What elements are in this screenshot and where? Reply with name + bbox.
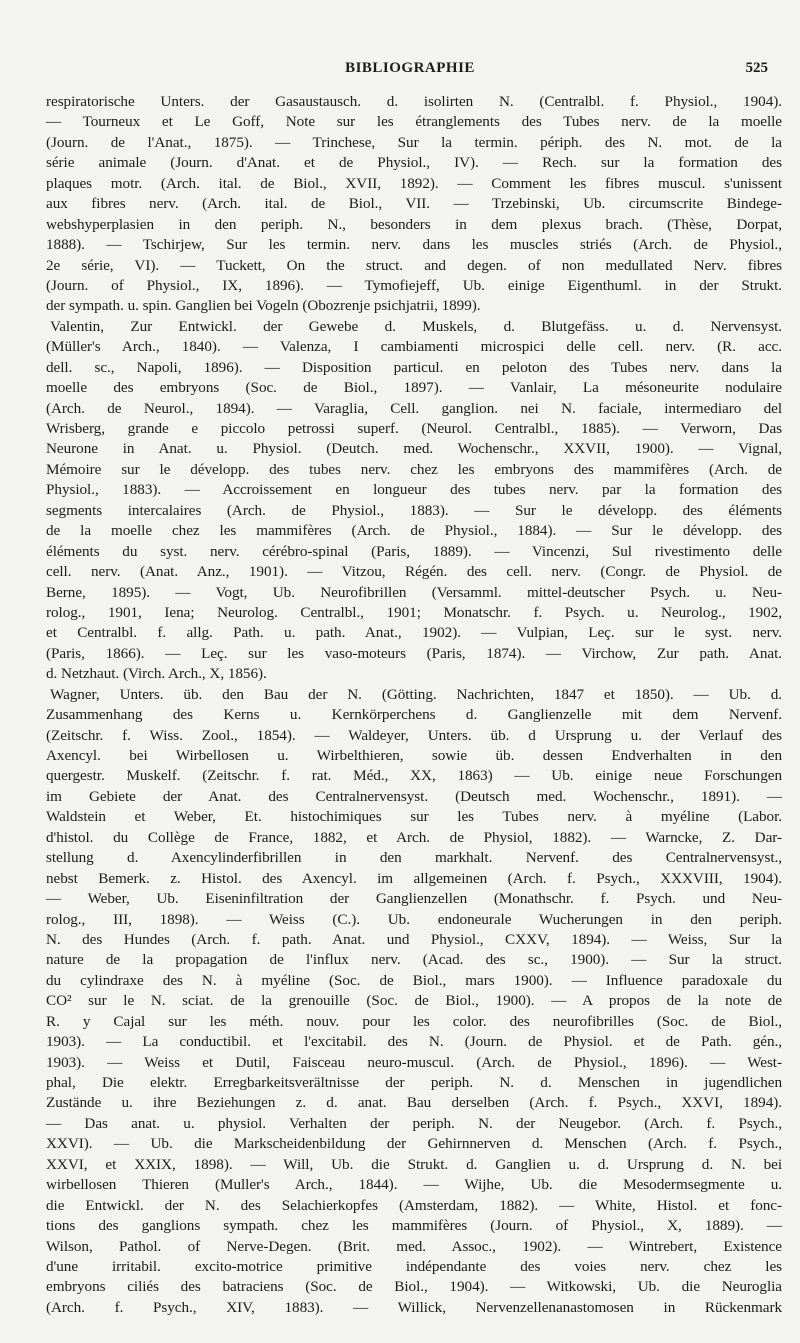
- text-line: tions des ganglions sympath. chez les mammifères (Journ. of Physiol., X, 1889). —: [46, 1217, 782, 1235]
- text-line: — Das anat. u. physiol. Verhalten der periph. N. der Neugebor. (Arch. f. Psych.,: [46, 1114, 782, 1132]
- text-line: 1903). — La conductibil. et l'excitabil. des N. (Journ. de Physiol. et de Path. gén.,: [46, 1033, 782, 1051]
- text-line: N. des Hundes (Arch. f. path. Anat. und Physiol., CXXV, 1894). — Weiss, Sur la: [46, 930, 782, 948]
- text-line: 1903). — Weiss et Dutil, Faisceau neuro-muscul. (Arch. de Physiol., 1896). — West-: [46, 1053, 782, 1071]
- text-line: quergestr. Muskelf. (Zeitschr. f. rat. Méd., XX, 1863) — Ub. einige neue Forschungen: [46, 767, 782, 785]
- text-line: nebst Bemerk. z. Histol. des Axencyl. im allgemeinen (Arch. f. Psych., XXXVIII, 1904).: [46, 869, 782, 887]
- text-line: — Tourneux et Le Goff, Note sur les étranglements des Tubes nerv. de la moelle: [46, 113, 782, 131]
- page-number: 525: [745, 60, 768, 76]
- page-header: [48, 60, 772, 84]
- text-line: Axencyl. bei Wirbellosen u. Wirbelthieren, sowie üb. dessen Endverhalten in den: [46, 747, 782, 764]
- text-line: série animale (Journ. d'Anat. et de Physiol., IV). — Rech. sur la formation des: [46, 154, 782, 172]
- text-line: aux fibres nerv. (Arch. ital. de Biol., VII. — Trzebinski, Ub. circumscrite Bindege-: [46, 195, 782, 213]
- text-line: Berne, 1895). — Vogt, Ub. Neurofibrillen (Versamml. mittel-deutscher Psych. u. Neu-: [46, 583, 782, 601]
- text-line: Zusammenhang des Kerns u. Kernkörperchens d. Ganglienzelle mit dem Nervenf.: [46, 706, 782, 724]
- text-line: éléments du syst. nerv. cérébro-spinal (Paris, 1889). — Vincenzi, Sul rivestimento delle: [46, 542, 782, 560]
- text-line: d'histol. du Collège de France, 1882, et Arch. de Physiol, 1882). — Warncke, Z. Dar-: [46, 828, 782, 846]
- text-line: 1888). — Tschirjew, Sur les termin. nerv. dans les muscles striés (Arch. de Physiol.,: [46, 236, 782, 254]
- text-line: plaques motr. (Arch. ital. de Biol., XVII, 1892). — Comment les fibres muscul. s'unissent: [46, 174, 782, 192]
- text-line: phal, Die elektr. Erregbarkeitsverältnisse der periph. N. d. Menschen in jugendlichen: [46, 1074, 782, 1091]
- text-line: Waldstein et Weber, Et. histochimiques sur les Tubes nerv. à myéline (Labor.: [46, 808, 782, 826]
- text-line: Zustände u. ihre Beziehungen z. d. anat. Bau derselben (Arch. f. Psych., XXVI, 1894).: [46, 1094, 782, 1112]
- text-line: Neurone in Anat. u. Physiol. (Deutch. med. Wochenschr., XXVII, 1900). — Vignal,: [46, 440, 782, 458]
- text-line: — Weber, Ub. Eiseninfiltration der Ganglienzellen (Monathschr. f. Psych. und Neu-: [46, 890, 782, 908]
- text-line: Valentin, Zur Entwickl. der Gewebe d. Muskels, d. Blutgefäss. u. d. Nervensyst.: [50, 317, 782, 335]
- text-line: wirbellosen Thieren (Muller's Arch., 1844). — Wijhe, Ub. die Mesodermsegmente u.: [46, 1176, 782, 1194]
- text-line: segments intercalaires (Arch. de Physiol., 1883). — Sur le développ. des éléments: [46, 501, 782, 519]
- text-line: der sympath. u. spin. Ganglien bei Vogeln (Obozrenje psichjatrii, 1899).: [46, 297, 481, 315]
- text-line: embryons ciliés des batraciens (Soc. de Biol., 1904). — Witkowski, Ub. die Neuroglia: [46, 1278, 782, 1296]
- bibliography-text: [46, 92, 782, 1318]
- text-line: moelle des embryons (Soc. de Biol., 1897). — Vanlair, La mésoneurite nodulaire: [46, 379, 782, 397]
- text-line: rolog., 1901, Iena; Neurolog. Centralbl., 1901; Monatschr. f. Psych. u. Neurolog., 1902,: [46, 603, 782, 621]
- text-line: (Arch. f. Psych., XIV, 1883). — Willick, Nervenzellenanastomosen in Rückenmark: [46, 1298, 782, 1316]
- text-line: (Müller's Arch., 1840). — Valenza, I cambiamenti microspici delle cell. nerv. (R. acc.: [46, 338, 782, 356]
- text-line: (Zeitschr. f. Wiss. Zool., 1854). — Waldeyer, Unters. üb. d Ursprung u. der Verlauf des: [46, 726, 782, 744]
- text-line: XXVI, et XXIX, 1898). — Will, Ub. die Strukt. d. Ganglien u. d. Ursprung d. N. bei: [46, 1155, 782, 1173]
- text-line: webshyperplasien in den periph. N., besonders in dem plexus brach. (Thèse, Dorpat,: [46, 215, 782, 233]
- text-line: respiratorische Unters. der Gasaustausch. d. isolirten N. (Centralbl. f. Physiol., 1904).: [46, 93, 782, 110]
- text-line: cell. nerv. (Anat. Anz., 1901). — Vitzou, Régén. des cell. nerv. (Congr. de Physiol. de: [46, 563, 782, 581]
- text-line: Mémoire sur le développ. des tubes nerv. chez les embryons des mammifères (Arch. de: [46, 460, 782, 478]
- text-line: stellung d. Axencylinderfibrillen in den markhalt. Nervenf. des Centralnervensyst.,: [46, 849, 782, 867]
- running-title: BIBLIOGRAPHIE: [345, 60, 475, 76]
- text-line: d. Netzhaut. (Virch. Arch., X, 1856).: [46, 665, 267, 683]
- text-line: (Journ. de l'Anat., 1875). — Trinchese, Sur la termin. périph. des N. mot. de la: [46, 133, 782, 151]
- text-line: (Paris, 1866). — Leç. sur les vaso-moteurs (Paris, 1874). — Virchow, Zur path. Anat.: [46, 644, 782, 662]
- text-line: dell. sc., Napoli, 1896). — Disposition particul. en peloton des Tubes nerv. dans la: [46, 358, 782, 376]
- text-line: im Gebiete der Anat. des Centralnervensyst. (Deutsch med. Wochenschr., 1891). —: [46, 787, 782, 805]
- text-line: et Centralbl. f. allg. Path. u. path. Anat., 1902). — Vulpian, Leç. sur le syst. nerv.: [46, 624, 782, 642]
- text-line: Wilson, Pathol. of Nerve-Degen. (Brit. med. Assoc., 1902). — Wintrebert, Existence: [46, 1237, 782, 1255]
- text-line: du cylindraxe des N. à myéline (Soc. de Biol., mars 1900). — Influence paradoxale du: [46, 971, 782, 989]
- text-line: de la moelle chez les mammifères (Arch. de Physiol., 1884). — Sur le développ. des: [46, 522, 782, 540]
- text-line: die Entwickl. der N. des Selachierkopfes (Amsterdam, 1882). — White, Histol. et fonc-: [46, 1196, 782, 1214]
- text-line: nature de la propagation de l'influx nerv. (Acad. des sc., 1900). — Sur la struct.: [46, 951, 782, 969]
- text-line: d'une irritabil. excito-motrice primitive indépendante des voies nerv. chez les: [46, 1257, 782, 1275]
- text-line: 2e série, VI). — Tuckett, On the struct. and degen. of non medullated Nerv. fibres: [46, 256, 782, 274]
- text-line: rolog., III, 1898). — Weiss (C.). Ub. endoneurale Wucherungen in den periph.: [46, 910, 782, 928]
- text-line: XXVI). — Ub. die Markscheidenbildung der Gehirnnerven d. Menschen (Arch. f. Psych.,: [46, 1135, 782, 1153]
- text-line: Wagner, Unters. üb. den Bau der N. (Götting. Nachrichten, 1847 et 1850). — Ub. d.: [50, 685, 782, 703]
- text-line: (Journ. of Physiol., IX, 1896). — Tymofiejeff, Ub. einige Eigenthuml. in der Strukt.: [46, 276, 782, 294]
- text-line: Physiol., 1883). — Accroissement en longueur des tubes nerv. par la formation des: [46, 481, 782, 499]
- text-line: (Arch. de Neurol., 1894). — Varaglia, Cell. ganglion. nei N. faciale, intermediaro del: [46, 399, 782, 417]
- text-line: R. y Cajal sur les méth. nouv. pour les color. des neurofibrilles (Soc. de Biol.,: [46, 1012, 782, 1030]
- text-line: CO² sur le N. sciat. de la grenouille (Soc. de Biol., 1900). — A propos de la note de: [46, 992, 782, 1010]
- text-line: Wrisberg, grande e piccolo petrossi superf. (Neurol. Centralbl., 1885). — Verworn, Das: [46, 420, 782, 437]
